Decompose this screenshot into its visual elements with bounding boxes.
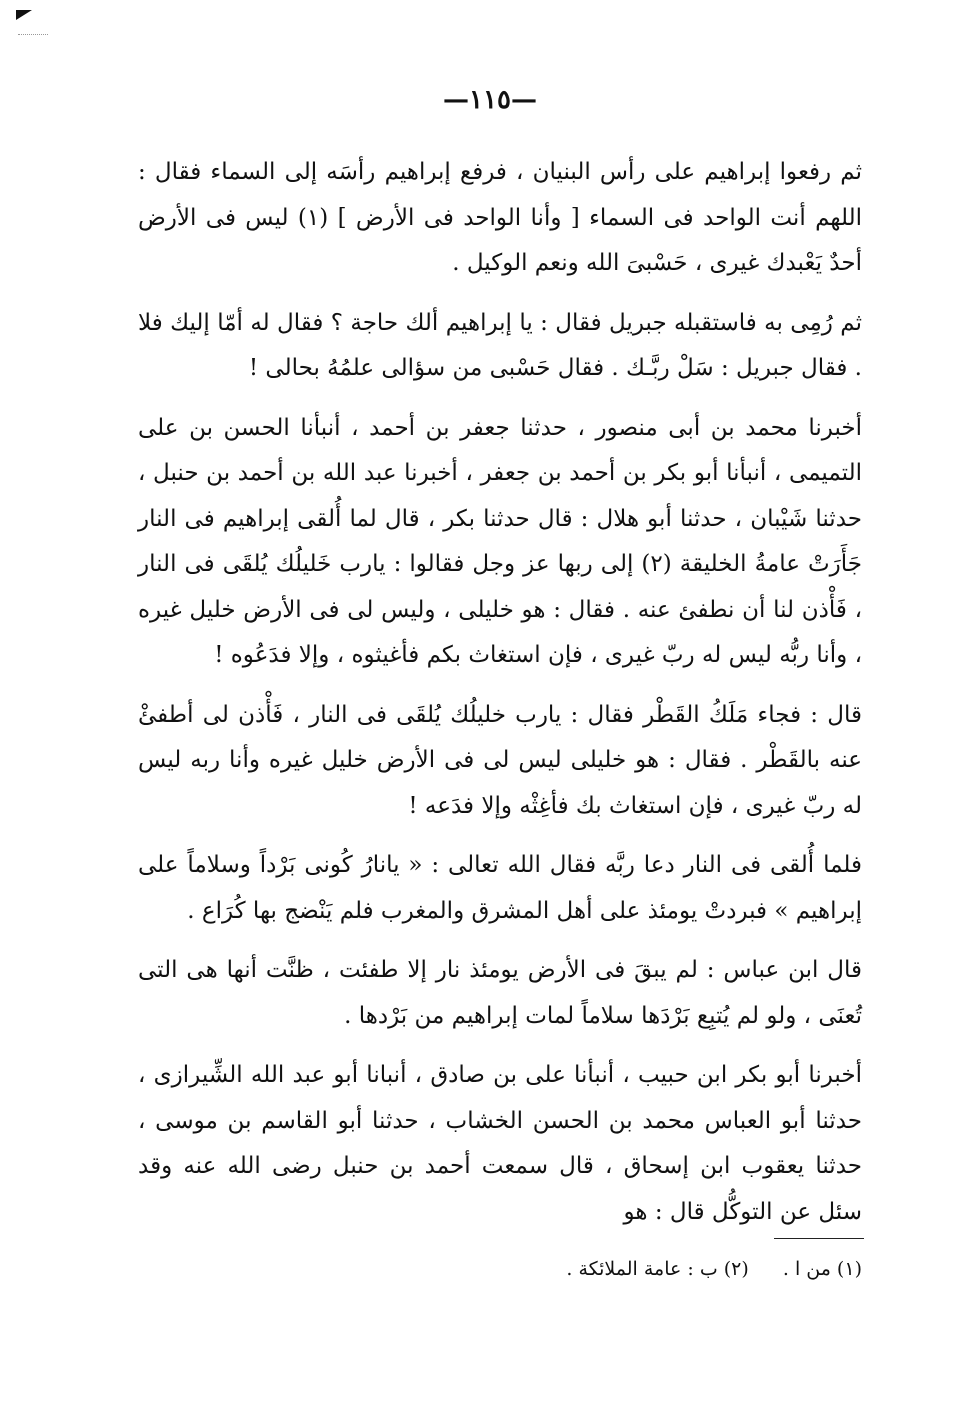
paragraph: قال ابن عباس : لم يبقَ فى الأرض يومئذ نار إلا طفئت ، ظنَّت أنها هى التى تُعنَى ، ولو لم يُتبِع بَرْدَها سلاماً لمات إبراهيم من بَرْدها . bbox=[138, 957, 862, 1029]
corner-dots bbox=[18, 34, 48, 37]
main-text bbox=[138, 150, 862, 1249]
footnote: (٢) ب : عامة الملائكة . bbox=[566, 1258, 749, 1280]
corner-mark bbox=[16, 10, 32, 20]
paragraph: أخبرنا محمد بن أبى منصور ، حدثنا جعفر بن أحمد ، أنبأنا الحسن بن على التميمى ، أنبأنا أبو بكر بن أحمد بن جعفر ، أخبرنا عبد الله بن أحمد بن حنبل ، حدثنا شَيْبان ، حدثنا أبو هلال : قال حدثنا بكر ، قال لما أُلقى إبراهيم فى النار جَأَرَتْ عامةُ الخليقة (٢) إلى ربها عز وجل فقالوا : يارب خَليلُك يُلقَى فى النار ، فَأْذن لنا أن نطفئ عنه . فقال : هو خليلى ، وليس لى فى الأرض خليل غيره ، وأنا ربُّه ليس له ربّ غيرى ، فإن استغاث بكم فأغيثوه ، وإلا فدَعُوه ! bbox=[138, 414, 862, 668]
footnote-divider bbox=[774, 1238, 864, 1239]
paragraph: فلما أُلقى فى النار دعا ربَّه فقال الله تعالى : « يانارُ كُونى بَرْداً وسلاماً على إبراهيم » فبردتْ يومئذ على أهل المشرق والمغرب فلم يَنْضج بها كُرَاع . bbox=[138, 852, 862, 924]
footnote: (١) من ا . bbox=[782, 1258, 862, 1280]
paragraph: ثم رفعوا إبراهيم على رأس البنيان ، فرفع إبراهيم رأسَه إلى السماء فقال : اللهم أنت الواحد فى السماء [ وأنا الواحد فى الأرض ] (١) ليس فى الأرض أحدٌ يَعْبدك غيرى ، حَسْبىَ الله ونعم الوكيل . bbox=[138, 159, 862, 276]
paragraph: ثم رُمِى به فاستقبله جبريل فقال : يا إبراهيم ألك حاجة ؟ فقال له أمّا إليك فلا . فقال جبريل : سَلْ ربَّـك . فقال حَسْبى من سؤالى علمُهُ بحالى ! bbox=[138, 309, 862, 381]
paragraph: قال : فجاء مَلَكُ القَطْر فقال : يارب خليلُك يُلقَى فى النار ، فَأْذن لى أطفئْ عنه بالقَطْر . فقال : هو خليلى ليس لى فى الأرض خليل غيره وأنا ربه ليس له ربّ غيرى ، فإن استغاث بك فأغِثْه وإلا فدَعه ! bbox=[138, 701, 862, 819]
paragraph: أخبرنا أبو بكر ابن حبيب ، أنبأنا على بن صادق ، أنبانا أبو عبد الله الشِّيرازى ، حدثنا أبو العباس محمد بن الحسن الخشاب ، حدثنا أبو القاسم بن موسى ، حدثنا يعقوب ابن إسحاق ، قال سمعت أحمد بن حنبل رضى الله عنه وقد سئل عن التوكُّل قال : هو bbox=[138, 1062, 862, 1225]
footnotes bbox=[138, 1258, 862, 1280]
page-number: —١١٥— bbox=[443, 85, 537, 115]
